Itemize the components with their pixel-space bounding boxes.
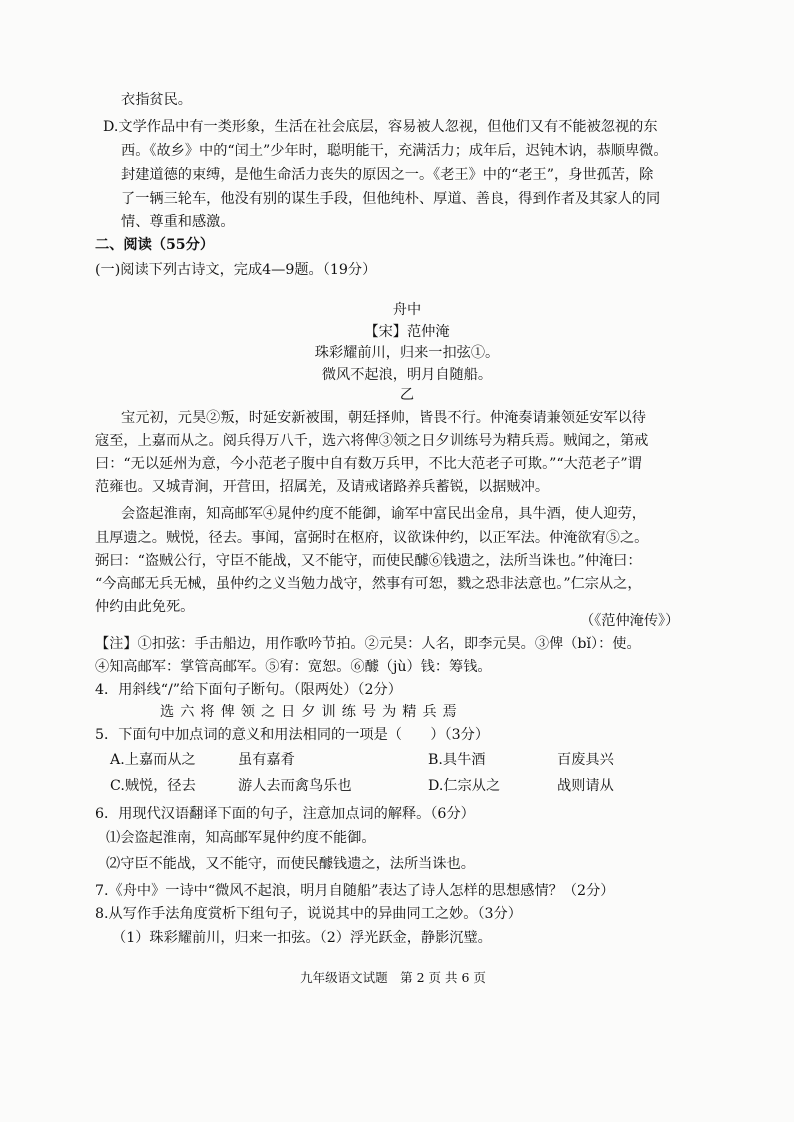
prose-line-3: 曰：“无以延州为意，今小范老子腹中自有数万兵甲，不比大范老子可欺。”“大范老子”谓	[95, 456, 642, 472]
prose-line-9: 仲约由此免死。	[95, 599, 195, 615]
prose-line-2: 寇至，上嘉而从之。阅兵得万八千，选六将俾③领之日夕训练号为精兵焉。贼闻之，第戒	[95, 433, 649, 449]
option-d-line-4: 了一辆三轮车，他没有别的谋生手段，但他纯朴、厚道、善良，得到作者及其家人的同	[121, 191, 661, 207]
question-8: 8.从写作手法角度赏析下组句子，说说其中的异曲同工之妙。（3分）	[95, 906, 522, 922]
question-4-sentence: 选六将俾领之日夕训练号为精兵焉	[160, 704, 463, 720]
section-subheading: (一)阅读下列古诗文，完成4—9题。（19分）	[95, 262, 377, 278]
poem-line-2: 微风不起浪，明月自随船。	[321, 367, 493, 383]
prose-line-7: 弼曰：“盗贼公行，守臣不能战，又不能守，而使民醵⑥钱遗之，法所当诛也。”仲淹曰：	[95, 553, 642, 569]
option-d-line-1: D.文学作品中有一类形象，生活在社会底层，容易被人忽视，但他们又有不能被忽视的东	[103, 119, 658, 135]
poem-title: 舟中	[392, 302, 422, 318]
option-c-tail: 衣指贫民。	[121, 92, 192, 108]
question-8-items: （1）珠彩耀前川，归来一扣弦。（2）浮光跃金，静影沉璧。	[112, 930, 492, 946]
q5-option-c-2: 游人去而禽鸟乐也	[238, 778, 352, 794]
q5-option-b-1: B.具牛酒	[428, 752, 486, 768]
prose-line-6: 且厚遗之。贼悦，径去。事闻，富弼时在枢府，议欲诛仲约，以正军法。仲淹欲宥⑤之。	[95, 530, 649, 546]
q5-option-a-1: A.上嘉而从之	[110, 752, 196, 768]
question-6-item-1: ⑴会盗起淮南，知高邮军晁仲约度不能御。	[106, 830, 376, 846]
prose-line-8: “今高邮无兵无械，虽仲约之义当勉力战守，然事有可恕，戮之恐非法意也。”仁宗从之，	[95, 576, 642, 592]
page-footer: 九年级语文试题 第 2 页 共 6 页	[300, 970, 486, 985]
q5-option-d-1: D.仁宗从之	[428, 778, 501, 794]
option-d-line-3: 封建道德的束缚，是他生命活力丧失的原因之一。《老王》中的“老王”，身世孤苦，除	[121, 167, 654, 183]
question-6: 6．用现代汉语翻译下面的句子，注意加点词的解释。（6分）	[95, 806, 475, 822]
question-4: 4．用斜线“/”给下面句子断句。（限两处）（2分）	[95, 682, 402, 698]
passage-label: 乙	[399, 387, 415, 403]
notes-line-2: ④知高邮军：掌管高邮军。⑤宥：宽恕。⑥醵（jù）钱：筹钱。	[95, 659, 492, 675]
prose-line-4: 范雍也。又城青涧，开营田，招属羌，及请戒诸路养兵蓄锐，以据贼冲。	[95, 479, 550, 495]
section-heading: 二、阅读（55分）	[95, 237, 215, 253]
poem-line-1: 珠彩耀前川，归来一扣弦①。	[314, 345, 500, 361]
q5-option-d-2: 战则请从	[557, 778, 614, 794]
prose-line-5: 会盗起淮南，知高邮军④晁仲约度不能御，谕军中富民出金帛，具牛酒，使人迎劳，	[121, 506, 646, 522]
q5-option-c-1: C.贼悦，径去	[110, 778, 196, 794]
q5-option-a-2: 虽有嘉肴	[238, 752, 295, 768]
question-7: 7.《舟中》一诗中“微风不起浪，明月自随船”表达了诗人怎样的思想感情？（2分）	[95, 883, 615, 899]
option-d-line-2: 西。《故乡》中的“闰土”少年时，聪明能干，充满活力；成年后，迟钝木讷，恭顺卑微。	[121, 143, 668, 159]
prose-line-1: 宝元初，元昊②叛，时延安新被围，朝廷择帅，皆畏不行。仲淹奏请兼领延安军以待	[121, 410, 646, 426]
question-5: 5．下面句中加点词的意义和用法相同的一项是（ ）（3分）	[95, 727, 490, 743]
prose-source: （《范仲淹传》）	[580, 613, 680, 629]
notes-line-1: 【注】①扣弦：手击船边，用作歌吟节拍。②元昊：人名，即李元昊。③俾（bǐ）：使。	[95, 636, 641, 652]
q5-option-b-2: 百废具兴	[557, 752, 614, 768]
option-d-line-5: 情、尊重和感激。	[121, 214, 235, 230]
question-6-item-2: ⑵守臣不能战，又不能守，而使民醵钱遗之，法所当诛也。	[106, 856, 475, 872]
poem-author: 【宋】范仲淹	[364, 324, 450, 340]
